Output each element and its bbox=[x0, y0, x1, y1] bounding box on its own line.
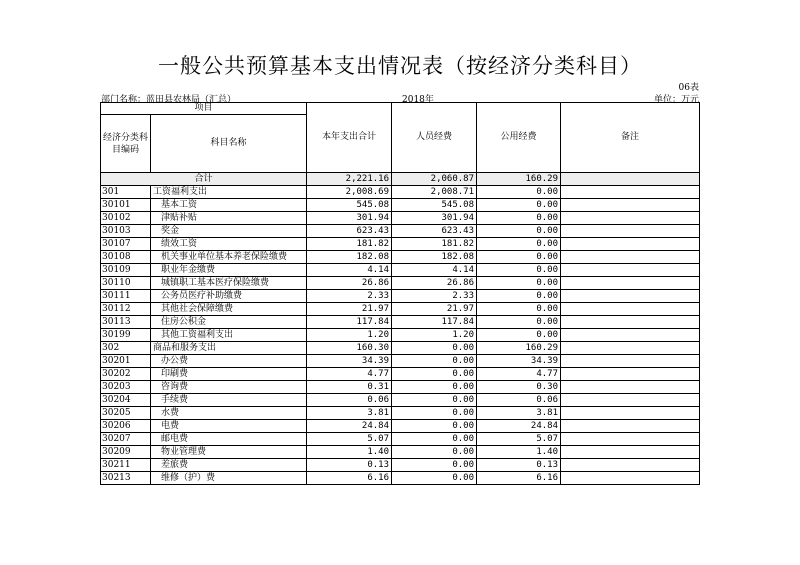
row-personnel: 0.00 bbox=[392, 459, 477, 472]
row-code: 30111 bbox=[101, 290, 151, 303]
row-note bbox=[561, 342, 700, 355]
row-name: 城镇职工基本医疗保险缴费 bbox=[151, 277, 307, 290]
row-note bbox=[561, 381, 700, 394]
total-amount: 2,221.16 bbox=[307, 173, 392, 186]
row-public: 0.00 bbox=[477, 225, 561, 238]
row-public: 0.00 bbox=[477, 251, 561, 264]
row-code: 30103 bbox=[101, 225, 151, 238]
row-code: 30213 bbox=[101, 472, 151, 485]
row-name: 其他工资福利支出 bbox=[151, 329, 307, 342]
row-personnel: 0.00 bbox=[392, 368, 477, 381]
row-code: 30207 bbox=[101, 433, 151, 446]
row-personnel: 181.82 bbox=[392, 238, 477, 251]
row-public: 34.39 bbox=[477, 355, 561, 368]
row-personnel: 0.00 bbox=[392, 394, 477, 407]
row-public: 0.00 bbox=[477, 186, 561, 199]
header-note: 备注 bbox=[561, 103, 700, 173]
row-note bbox=[561, 472, 700, 485]
row-name: 工资福利支出 bbox=[151, 186, 307, 199]
row-name: 职业年金缴费 bbox=[151, 264, 307, 277]
row-name: 办公费 bbox=[151, 355, 307, 368]
row-note bbox=[561, 316, 700, 329]
table-row bbox=[101, 303, 700, 316]
expenditure-table bbox=[100, 102, 700, 485]
row-name: 维修（护）费 bbox=[151, 472, 307, 485]
row-code: 30109 bbox=[101, 264, 151, 277]
table-row bbox=[101, 433, 700, 446]
row-total: 5.07 bbox=[307, 433, 392, 446]
row-code: 30206 bbox=[101, 420, 151, 433]
table-row bbox=[101, 407, 700, 420]
row-total: 24.84 bbox=[307, 420, 392, 433]
row-code: 30203 bbox=[101, 381, 151, 394]
row-code: 302 bbox=[101, 342, 151, 355]
header-code: 经济分类科目编码 bbox=[101, 115, 151, 173]
row-personnel: 26.86 bbox=[392, 277, 477, 290]
row-total: 4.14 bbox=[307, 264, 392, 277]
row-note bbox=[561, 394, 700, 407]
row-note bbox=[561, 303, 700, 316]
row-total: 0.31 bbox=[307, 381, 392, 394]
total-label: 合计 bbox=[101, 173, 307, 186]
total-note bbox=[561, 173, 700, 186]
row-name: 邮电费 bbox=[151, 433, 307, 446]
row-public: 0.00 bbox=[477, 277, 561, 290]
row-public: 0.06 bbox=[477, 394, 561, 407]
row-public: 0.00 bbox=[477, 303, 561, 316]
row-total: 182.08 bbox=[307, 251, 392, 264]
table-row bbox=[101, 446, 700, 459]
row-code: 30112 bbox=[101, 303, 151, 316]
header-project: 项目 bbox=[101, 103, 307, 115]
row-note bbox=[561, 290, 700, 303]
row-public: 0.00 bbox=[477, 329, 561, 342]
row-personnel: 2,008.71 bbox=[392, 186, 477, 199]
row-code: 30107 bbox=[101, 238, 151, 251]
row-public: 0.00 bbox=[477, 316, 561, 329]
table-row bbox=[101, 368, 700, 381]
row-name: 其他社会保障缴费 bbox=[151, 303, 307, 316]
row-code: 30204 bbox=[101, 394, 151, 407]
row-total: 2,008.69 bbox=[307, 186, 392, 199]
row-code: 30101 bbox=[101, 199, 151, 212]
row-public: 0.00 bbox=[477, 290, 561, 303]
table-row bbox=[101, 212, 700, 225]
row-name: 绩效工资 bbox=[151, 238, 307, 251]
row-code: 301 bbox=[101, 186, 151, 199]
table-row bbox=[101, 381, 700, 394]
row-personnel: 1.20 bbox=[392, 329, 477, 342]
row-name: 差旅费 bbox=[151, 459, 307, 472]
row-public: 0.00 bbox=[477, 199, 561, 212]
row-name: 基本工资 bbox=[151, 199, 307, 212]
row-name: 津贴补贴 bbox=[151, 212, 307, 225]
row-total: 26.86 bbox=[307, 277, 392, 290]
header-total: 本年支出合计 bbox=[307, 103, 392, 173]
row-code: 30205 bbox=[101, 407, 151, 420]
row-code: 30211 bbox=[101, 459, 151, 472]
row-code: 30209 bbox=[101, 446, 151, 459]
row-code: 30202 bbox=[101, 368, 151, 381]
row-total: 160.30 bbox=[307, 342, 392, 355]
row-public: 0.30 bbox=[477, 381, 561, 394]
row-personnel: 21.97 bbox=[392, 303, 477, 316]
row-total: 2.33 bbox=[307, 290, 392, 303]
row-personnel: 301.94 bbox=[392, 212, 477, 225]
row-personnel: 545.08 bbox=[392, 199, 477, 212]
row-personnel: 0.00 bbox=[392, 446, 477, 459]
table-row bbox=[101, 420, 700, 433]
table-row bbox=[101, 264, 700, 277]
row-personnel: 0.00 bbox=[392, 407, 477, 420]
header-name: 科目名称 bbox=[151, 115, 307, 173]
row-public: 3.81 bbox=[477, 407, 561, 420]
row-total: 623.43 bbox=[307, 225, 392, 238]
row-note bbox=[561, 264, 700, 277]
table-row bbox=[101, 329, 700, 342]
department-name: 部门名称：蓝田县农林局（汇总） bbox=[101, 95, 237, 105]
row-note bbox=[561, 420, 700, 433]
row-name: 咨询费 bbox=[151, 381, 307, 394]
row-public: 0.13 bbox=[477, 459, 561, 472]
row-personnel: 4.14 bbox=[392, 264, 477, 277]
table-row bbox=[101, 238, 700, 251]
table-row bbox=[101, 277, 700, 290]
row-code: 30110 bbox=[101, 277, 151, 290]
total-personnel: 2,060.87 bbox=[392, 173, 477, 186]
row-code: 30113 bbox=[101, 316, 151, 329]
table-row bbox=[101, 459, 700, 472]
row-public: 0.00 bbox=[477, 264, 561, 277]
row-total: 1.40 bbox=[307, 446, 392, 459]
row-note bbox=[561, 199, 700, 212]
year-label: 2018年 bbox=[402, 95, 434, 105]
row-note bbox=[561, 225, 700, 238]
row-code: 30201 bbox=[101, 355, 151, 368]
row-note bbox=[561, 251, 700, 264]
table-row bbox=[101, 472, 700, 485]
table-row bbox=[101, 199, 700, 212]
row-note bbox=[561, 459, 700, 472]
row-name: 公务员医疗补助缴费 bbox=[151, 290, 307, 303]
row-public: 24.84 bbox=[477, 420, 561, 433]
row-total: 181.82 bbox=[307, 238, 392, 251]
total-row bbox=[101, 173, 700, 186]
table-row bbox=[101, 290, 700, 303]
row-code: 30102 bbox=[101, 212, 151, 225]
row-note bbox=[561, 277, 700, 290]
row-note bbox=[561, 186, 700, 199]
table-row bbox=[101, 316, 700, 329]
total-public: 160.29 bbox=[477, 173, 561, 186]
row-personnel: 0.00 bbox=[392, 472, 477, 485]
row-personnel: 0.00 bbox=[392, 381, 477, 394]
unit-label: 单位：万元 bbox=[653, 95, 699, 105]
row-public: 1.40 bbox=[477, 446, 561, 459]
row-personnel: 623.43 bbox=[392, 225, 477, 238]
table-row bbox=[101, 342, 700, 355]
table-row bbox=[101, 394, 700, 407]
row-name: 水费 bbox=[151, 407, 307, 420]
row-total: 34.39 bbox=[307, 355, 392, 368]
row-note bbox=[561, 446, 700, 459]
row-public: 160.29 bbox=[477, 342, 561, 355]
table-row bbox=[101, 225, 700, 238]
row-public: 0.00 bbox=[477, 212, 561, 225]
row-code: 30108 bbox=[101, 251, 151, 264]
expenditure-table-container bbox=[100, 102, 699, 485]
table-number: 06表 bbox=[678, 83, 699, 93]
row-total: 0.06 bbox=[307, 394, 392, 407]
row-total: 545.08 bbox=[307, 199, 392, 212]
row-name: 机关事业单位基本养老保险缴费 bbox=[151, 251, 307, 264]
row-personnel: 0.00 bbox=[392, 433, 477, 446]
row-personnel: 0.00 bbox=[392, 355, 477, 368]
row-note bbox=[561, 329, 700, 342]
header-public: 公用经费 bbox=[477, 103, 561, 173]
row-note bbox=[561, 355, 700, 368]
row-note bbox=[561, 212, 700, 225]
row-personnel: 0.00 bbox=[392, 420, 477, 433]
page-title: 一般公共预算基本支出情况表（按经济分类科目） bbox=[158, 54, 642, 78]
row-total: 117.84 bbox=[307, 316, 392, 329]
row-note bbox=[561, 407, 700, 420]
header-personnel: 人员经费 bbox=[392, 103, 477, 173]
row-name: 商品和服务支出 bbox=[151, 342, 307, 355]
row-total: 21.97 bbox=[307, 303, 392, 316]
row-personnel: 0.00 bbox=[392, 342, 477, 355]
row-total: 0.13 bbox=[307, 459, 392, 472]
table-row bbox=[101, 251, 700, 264]
row-name: 手续费 bbox=[151, 394, 307, 407]
row-total: 301.94 bbox=[307, 212, 392, 225]
row-note bbox=[561, 238, 700, 251]
row-public: 6.16 bbox=[477, 472, 561, 485]
row-note bbox=[561, 368, 700, 381]
row-total: 6.16 bbox=[307, 472, 392, 485]
row-name: 奖金 bbox=[151, 225, 307, 238]
table-row bbox=[101, 355, 700, 368]
row-code: 30199 bbox=[101, 329, 151, 342]
row-personnel: 117.84 bbox=[392, 316, 477, 329]
table-row bbox=[101, 186, 700, 199]
row-name: 印刷费 bbox=[151, 368, 307, 381]
row-total: 4.77 bbox=[307, 368, 392, 381]
row-public: 0.00 bbox=[477, 238, 561, 251]
row-personnel: 182.08 bbox=[392, 251, 477, 264]
row-name: 住房公积金 bbox=[151, 316, 307, 329]
row-note bbox=[561, 433, 700, 446]
row-personnel: 2.33 bbox=[392, 290, 477, 303]
row-total: 1.20 bbox=[307, 329, 392, 342]
row-total: 3.81 bbox=[307, 407, 392, 420]
row-name: 电费 bbox=[151, 420, 307, 433]
row-public: 5.07 bbox=[477, 433, 561, 446]
row-name: 物业管理费 bbox=[151, 446, 307, 459]
row-public: 4.77 bbox=[477, 368, 561, 381]
